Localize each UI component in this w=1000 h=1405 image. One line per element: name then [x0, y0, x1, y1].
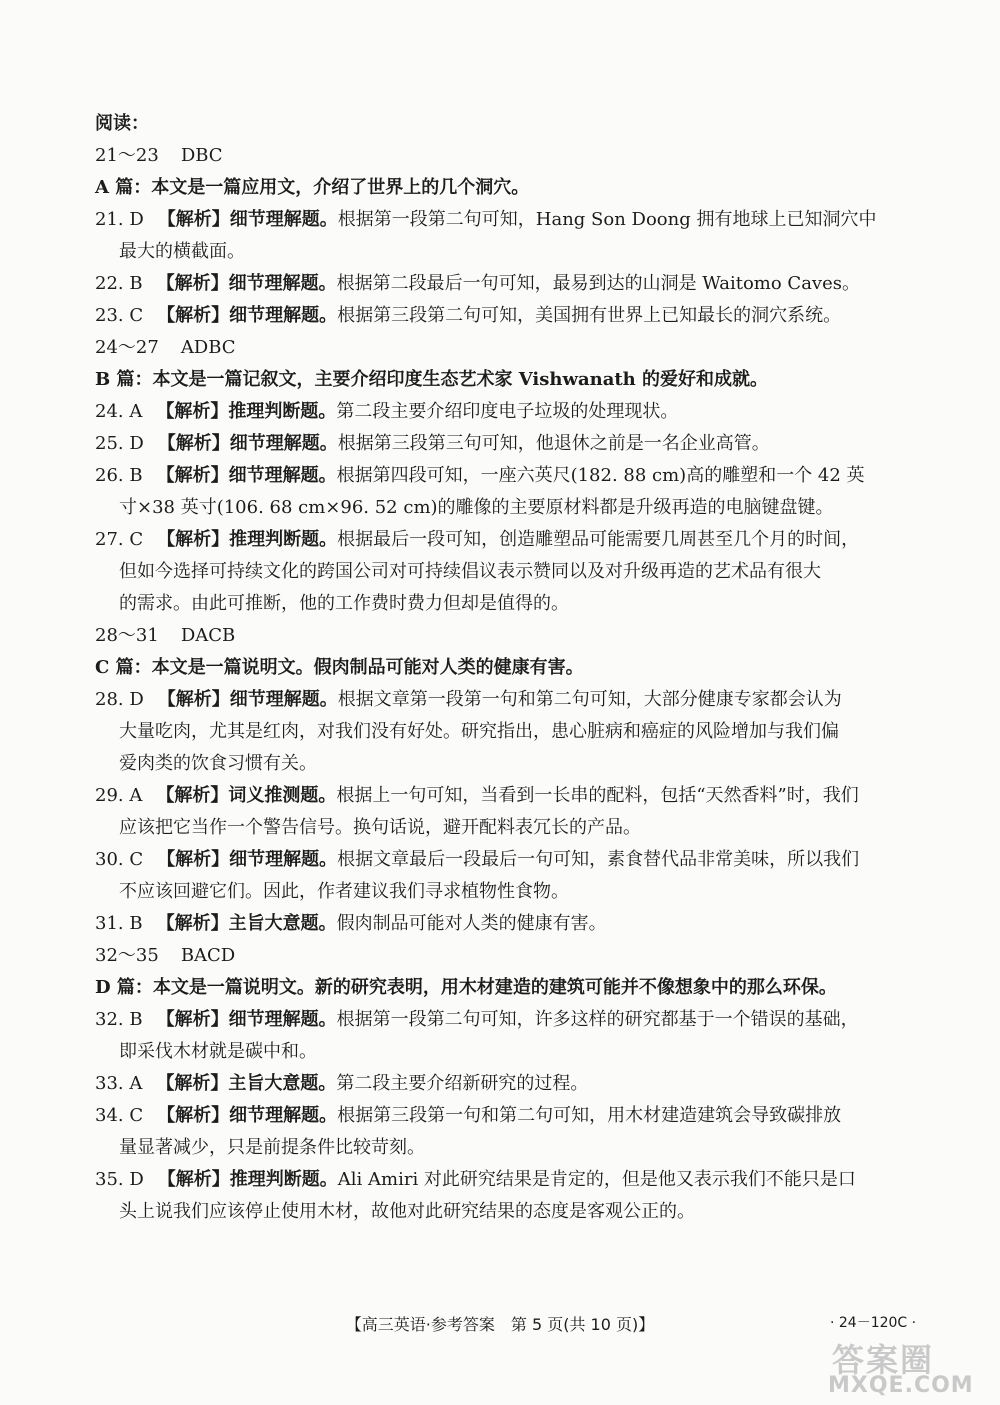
analysis-tag: 【解析】 — [157, 1169, 230, 1190]
analysis-tag: 【解析】 — [156, 1009, 229, 1030]
analysis-tag: 【解析】 — [156, 465, 229, 486]
answer-item — [95, 908, 915, 940]
answer-first-line — [95, 204, 915, 236]
analysis-tag: 【解析】 — [157, 849, 230, 870]
answer-number: 24. A — [95, 401, 143, 422]
analysis-tag: 【解析】 — [157, 433, 230, 454]
analysis-continuation: 头上说我们应该停止使用木材，故他对此研究结果的态度是客观公正的。 — [119, 1201, 695, 1222]
answer-number: 22. B — [95, 273, 143, 294]
analysis-text: 根据第四段可知，一座六英尺(182. 88 cm)高的雕塑和一个 42 英 — [336, 465, 865, 486]
answer-number: 21. D — [95, 209, 144, 230]
answer-item — [95, 780, 915, 844]
analysis-tag: 【解析】 — [157, 529, 230, 550]
watermark-url: MXQE.COM — [828, 1373, 974, 1398]
analysis-text: 根据第三段第二句可知，美国拥有世界上已知最长的洞穴系统。 — [337, 305, 842, 326]
passage-intro: A 篇：本文是一篇应用文，介绍了世界上的几个洞穴。 — [95, 177, 530, 198]
question-type: 细节理解题。 — [229, 849, 338, 870]
analysis-continuation: 最大的横截面。 — [119, 241, 245, 262]
answer-item — [95, 844, 915, 908]
question-type: 细节理解题。 — [228, 465, 337, 486]
answer-first-line — [95, 460, 915, 492]
answer-number: 25. D — [95, 433, 144, 454]
answer-number: 23. C — [95, 305, 144, 326]
answer-first-line — [95, 524, 915, 556]
analysis-tag: 【解析】 — [156, 913, 229, 934]
answer-item — [95, 300, 915, 332]
answer-item — [95, 524, 915, 620]
question-type: 主旨大意题。 — [228, 913, 337, 934]
analysis-text: 根据最后一段可知，创造雕塑品可能需要几周甚至几个月的时间， — [337, 529, 860, 550]
analysis-text: 根据文章最后一段最后一句可知，素食替代品非常美味，所以我们 — [337, 849, 860, 870]
analysis-continuation: 寸×38 英寸(106. 68 cm×96. 52 cm)的雕像的主要原材料都是升级再造的电脑键盘键。 — [119, 497, 834, 518]
footer-text: 【高三英语·参考答案 第 5 页(共 10 页)】 — [345, 1315, 655, 1334]
answer-first-line — [95, 428, 915, 460]
analysis-continuation: 但如今选择可持续文化的跨国公司对可持续倡议表示赞同以及对升级再造的艺术品有很大 — [119, 561, 821, 582]
analysis-tag: 【解析】 — [156, 401, 229, 422]
analysis-continuation: 大量吃肉，尤其是红肉，对我们没有好处。研究指出，患心脏病和癌症的风险增加与我们偏 — [119, 721, 839, 742]
answer-first-line — [95, 1100, 915, 1132]
passage-intro: D 篇：本文是一篇说明文。新的研究表明，用木材建造的建筑可能并不像想象中的那么环保。 — [95, 977, 837, 998]
analysis-tag: 【解析】 — [157, 1105, 230, 1126]
analysis-continuation: 的需求。由此可推断，他的工作费时费力但却是值得的。 — [119, 593, 569, 614]
answer-first-line — [95, 268, 915, 300]
question-type: 细节理解题。 — [229, 689, 338, 710]
analysis-text: 根据第一段第二句可知，Hang Son Doong 拥有地球上已知洞穴中 — [337, 209, 877, 230]
analysis-tag: 【解析】 — [156, 273, 229, 294]
answer-page — [95, 108, 915, 1228]
range-label: 21～23 — [95, 145, 159, 166]
answer-number: 30. C — [95, 849, 144, 870]
answer-first-line — [95, 1004, 915, 1036]
answer-sections — [95, 140, 915, 1228]
question-type: 推理判断题。 — [229, 1169, 338, 1190]
analysis-continuation: 量显著减少，只是前提条件比较苛刻。 — [119, 1137, 425, 1158]
watermark-logo — [790, 1335, 990, 1403]
answer-number: 31. B — [95, 913, 143, 934]
answer-item — [95, 396, 915, 428]
answer-first-line — [95, 908, 915, 940]
analysis-text: 根据上一句可知，当看到一长串的配料，包括“天然香料”时，我们 — [336, 785, 859, 806]
answer-number: 28. D — [95, 689, 144, 710]
passage-intro: B 篇：本文是一篇记叙文，主要介绍印度生态艺术家 Vishwanath 的爱好和成就。 — [95, 369, 769, 390]
range-label: 28～31 — [95, 625, 159, 646]
answer-number: 33. A — [95, 1073, 143, 1094]
answer-first-line — [95, 780, 915, 812]
answer-range — [95, 332, 915, 364]
answer-first-line — [95, 1164, 915, 1196]
passage-intro: C 篇：本文是一篇说明文。假肉制品可能对人类的健康有害。 — [95, 657, 584, 678]
answer-item — [95, 1100, 915, 1164]
answer-first-line — [95, 300, 915, 332]
answer-range — [95, 940, 915, 972]
answer-item — [95, 1164, 915, 1228]
section-heading: 阅读： — [95, 113, 149, 134]
analysis-tag: 【解析】 — [157, 305, 230, 326]
answer-item — [95, 1004, 915, 1068]
analysis-continuation: 应该把它当作一个警告信号。换句话说，避开配料表冗长的产品。 — [119, 817, 641, 838]
watermark-text: 答案圈 — [832, 1341, 935, 1379]
analysis-tag: 【解析】 — [156, 785, 229, 806]
question-type: 推理判断题。 — [229, 529, 338, 550]
question-type: 细节理解题。 — [229, 1105, 338, 1126]
answer-number: 29. A — [95, 785, 143, 806]
question-type: 细节理解题。 — [229, 433, 338, 454]
answer-range — [95, 620, 915, 652]
answer-item — [95, 268, 915, 300]
footer-code: · 24－120C · — [830, 1315, 917, 1331]
answer-first-line — [95, 684, 915, 716]
analysis-text: 根据第一段第二句可知，许多这样的研究都基于一个错误的基础， — [336, 1009, 859, 1030]
analysis-text: 根据第二段最后一句可知，最易到达的山洞是 Waitomo Caves。 — [336, 273, 860, 294]
question-type: 推理判断题。 — [228, 401, 337, 422]
answer-number: 27. C — [95, 529, 144, 550]
answer-first-line — [95, 1068, 915, 1100]
analysis-text: 假肉制品可能对人类的健康有害。 — [336, 913, 607, 934]
answer-number: 34. C — [95, 1105, 144, 1126]
question-type: 细节理解题。 — [228, 1009, 337, 1030]
analysis-text: 根据第三段第一句和第二句可知，用木材建造建筑会导致碳排放 — [337, 1105, 842, 1126]
range-label: 24～27 — [95, 337, 159, 358]
question-type: 细节理解题。 — [229, 209, 338, 230]
analysis-text: 第二段主要介绍印度电子垃圾的处理现状。 — [336, 401, 679, 422]
analysis-continuation: 不应该回避它们。因此，作者建议我们寻求植物性食物。 — [119, 881, 569, 902]
answer-range — [95, 140, 915, 172]
answer-key: DBC — [180, 145, 223, 166]
question-type: 细节理解题。 — [228, 273, 337, 294]
answer-item — [95, 428, 915, 460]
analysis-text: 根据第三段第三句可知，他退休之前是一名企业高管。 — [337, 433, 770, 454]
analysis-text: Ali Amiri 对此研究结果是肯定的，但是他又表示我们不能只是口 — [337, 1169, 856, 1190]
answer-first-line — [95, 844, 915, 876]
analysis-tag: 【解析】 — [157, 209, 230, 230]
answer-item — [95, 684, 915, 780]
analysis-text: 第二段主要介绍新研究的过程。 — [336, 1073, 589, 1094]
analysis-tag: 【解析】 — [157, 689, 230, 710]
question-type: 细节理解题。 — [229, 305, 338, 326]
answer-key: BACD — [180, 945, 236, 966]
answer-number: 35. D — [95, 1169, 144, 1190]
answer-key: ADBC — [180, 337, 236, 358]
answer-item — [95, 460, 915, 524]
answer-number: 26. B — [95, 465, 143, 486]
answer-first-line — [95, 396, 915, 428]
answer-number: 32. B — [95, 1009, 143, 1030]
analysis-continuation: 即采伐木材就是碳中和。 — [119, 1041, 317, 1062]
analysis-tag: 【解析】 — [156, 1073, 229, 1094]
analysis-continuation: 爱肉类的饮食习惯有关。 — [119, 753, 317, 774]
question-type: 词义推测题。 — [228, 785, 337, 806]
analysis-text: 根据文章第一段第一句和第二句可知，大部分健康专家都会认为 — [337, 689, 842, 710]
answer-key: DACB — [180, 625, 236, 646]
answer-item — [95, 1068, 915, 1100]
range-label: 32～35 — [95, 945, 159, 966]
page-footer — [0, 1312, 1000, 1335]
answer-item — [95, 204, 915, 268]
question-type: 主旨大意题。 — [228, 1073, 337, 1094]
